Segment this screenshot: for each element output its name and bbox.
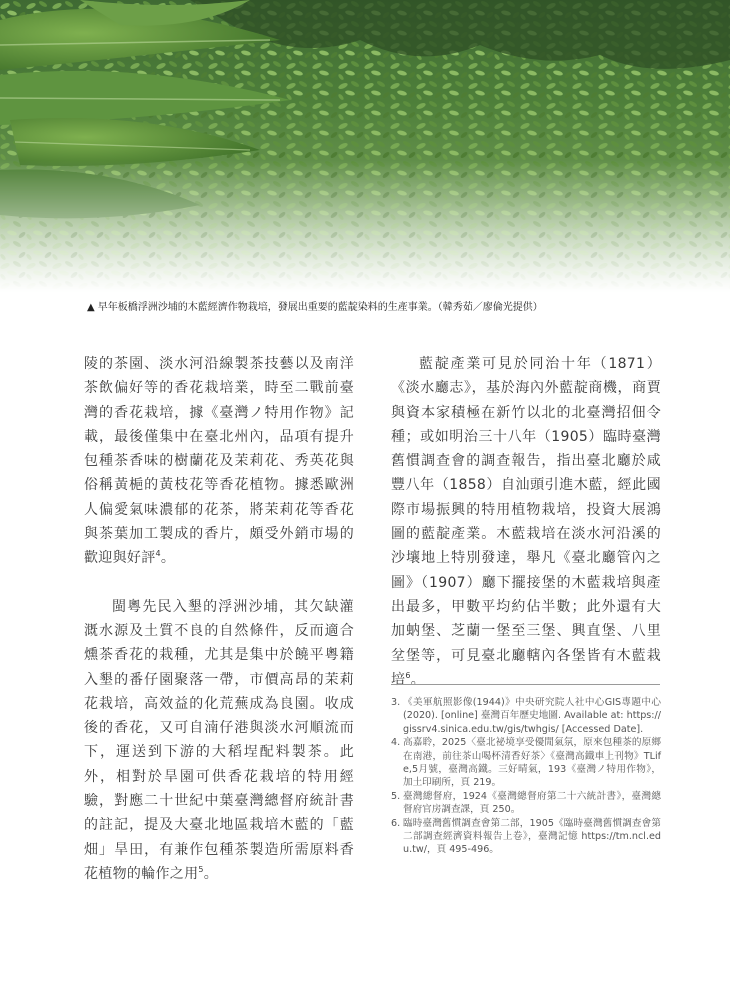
footnote-divider <box>391 684 660 685</box>
left-paragraph-1: 陵的茶園、淡水河沿線製茶技藝以及南洋茶飲偏好等的香花栽培業，時至二戰前臺灣的香花栽培，據《臺灣ノ特用作物》記載，最後僅集中在臺北州內，品項有提升包種茶香味的樹蘭花及茉莉花、秀英花與俗稱黃梔的黃枝花等香花植物。據悉歐洲人偏愛氣味濃郁的花茶，將茉莉花等香花與茶葉加工製成的香片，頗受外銷市場的歡迎與好評$^4$。 <box>84 356 354 567</box>
photo-caption <box>87 301 647 315</box>
footnote-ref-6[interactable]: 6 <box>405 670 411 680</box>
footnote-item: 5. 臺灣總督府，1924《臺灣總督府第二十六統計書》，臺灣總督府官房調查課，頁 250。 <box>391 790 661 816</box>
footnote-item: 6. 臨時臺灣舊慣調查會第二部，1905《臨時臺灣舊慣調查會第二部調查經濟資料報告上卷》，臺灣記憶 https://tm.ncl.edu.tw/，頁 495-496。 <box>391 817 661 856</box>
header-photo-banana-indigo-field <box>0 0 730 292</box>
caption-text: 早年板橋浮洲沙埔的木藍經濟作物栽培，發展出重要的藍靛染料的生產事業。（韓秀茹／廖倫光提供） <box>97 302 543 313</box>
caption-triangle-icon: ▲ <box>87 302 95 313</box>
footnote-ref-4[interactable]: 4 <box>155 549 161 559</box>
footnote-ref-5[interactable]: 5 <box>198 864 204 874</box>
left-column <box>84 352 354 886</box>
footnote-item: 3. 《美軍航照影像(1944)》中央研究院人社中心GIS專題中心(2020). [online] 臺灣百年歷史地圖. Available at: https://gissrv4.sinica.edu.tw/gis/twhgis/ [Accessed Date]. <box>391 697 661 735</box>
footnote-item: 4. 高嘉聆，2025〈臺北祕境享受優閒氣氛，原來包種茶的原鄉在南港，前往茶山喝杯清香好茶〉《臺灣高鐵車上刊物》TLife,5月號，臺灣高鐵。三好晴氣，193《臺灣ノ特用作物》，加土印刷所，頁 219。 <box>391 737 661 789</box>
left-paragraph-2: 閩粵先民入墾的浮洲沙埔，其欠缺灌溉水源及土質不良的自然條件，反而適合燻茶香花的栽種，尤其是集中於饒平粵籍入墾的番仔園聚落一帶，市價高昂的茉莉花栽培，高效益的化荒蕪成為良園。收成後的香花，又可自湳仔港與淡水河順流而下，運送到下游的大稻埕配料製茶。此外，相對於旱園可供香花栽培的特用經驗，對應二十世紀中葉臺灣總督府統計書的註記，提及大臺北地區栽培木藍的「藍畑」旱田，有兼作包種茶製造所需原料香花植物的輪作之用$^5$。 <box>84 598 354 882</box>
footnotes-list <box>391 696 661 857</box>
right-paragraph-1: 藍靛產業可見於同治十年（1871）《淡水廳志》，基於海內外藍靛商機，商賈與資本家積極在新竹以北的北臺灣招佃令種；或如明治三十八年（1905）臨時臺灣舊慣調查會的調查報告，指出臺北廳於咸豐八年（1858）自汕頭引進木藍，經此國際市場振興的特用植物栽培，投資大展鴻圖的藍靛產業。木藍栽培在淡水河沿溪的沙壤地上特別發達，舉凡《臺北廳管內之圖》（1907）廳下擺接堡的木藍栽培與產出最多，甲數平均約佔半數；此外還有大加蚋堡、芝蘭一堡至三堡、興直堡、八里坌堡等，可見臺北廳轄內各堡皆有木藍栽培$^6$。 <box>391 356 661 688</box>
right-column <box>391 352 661 692</box>
